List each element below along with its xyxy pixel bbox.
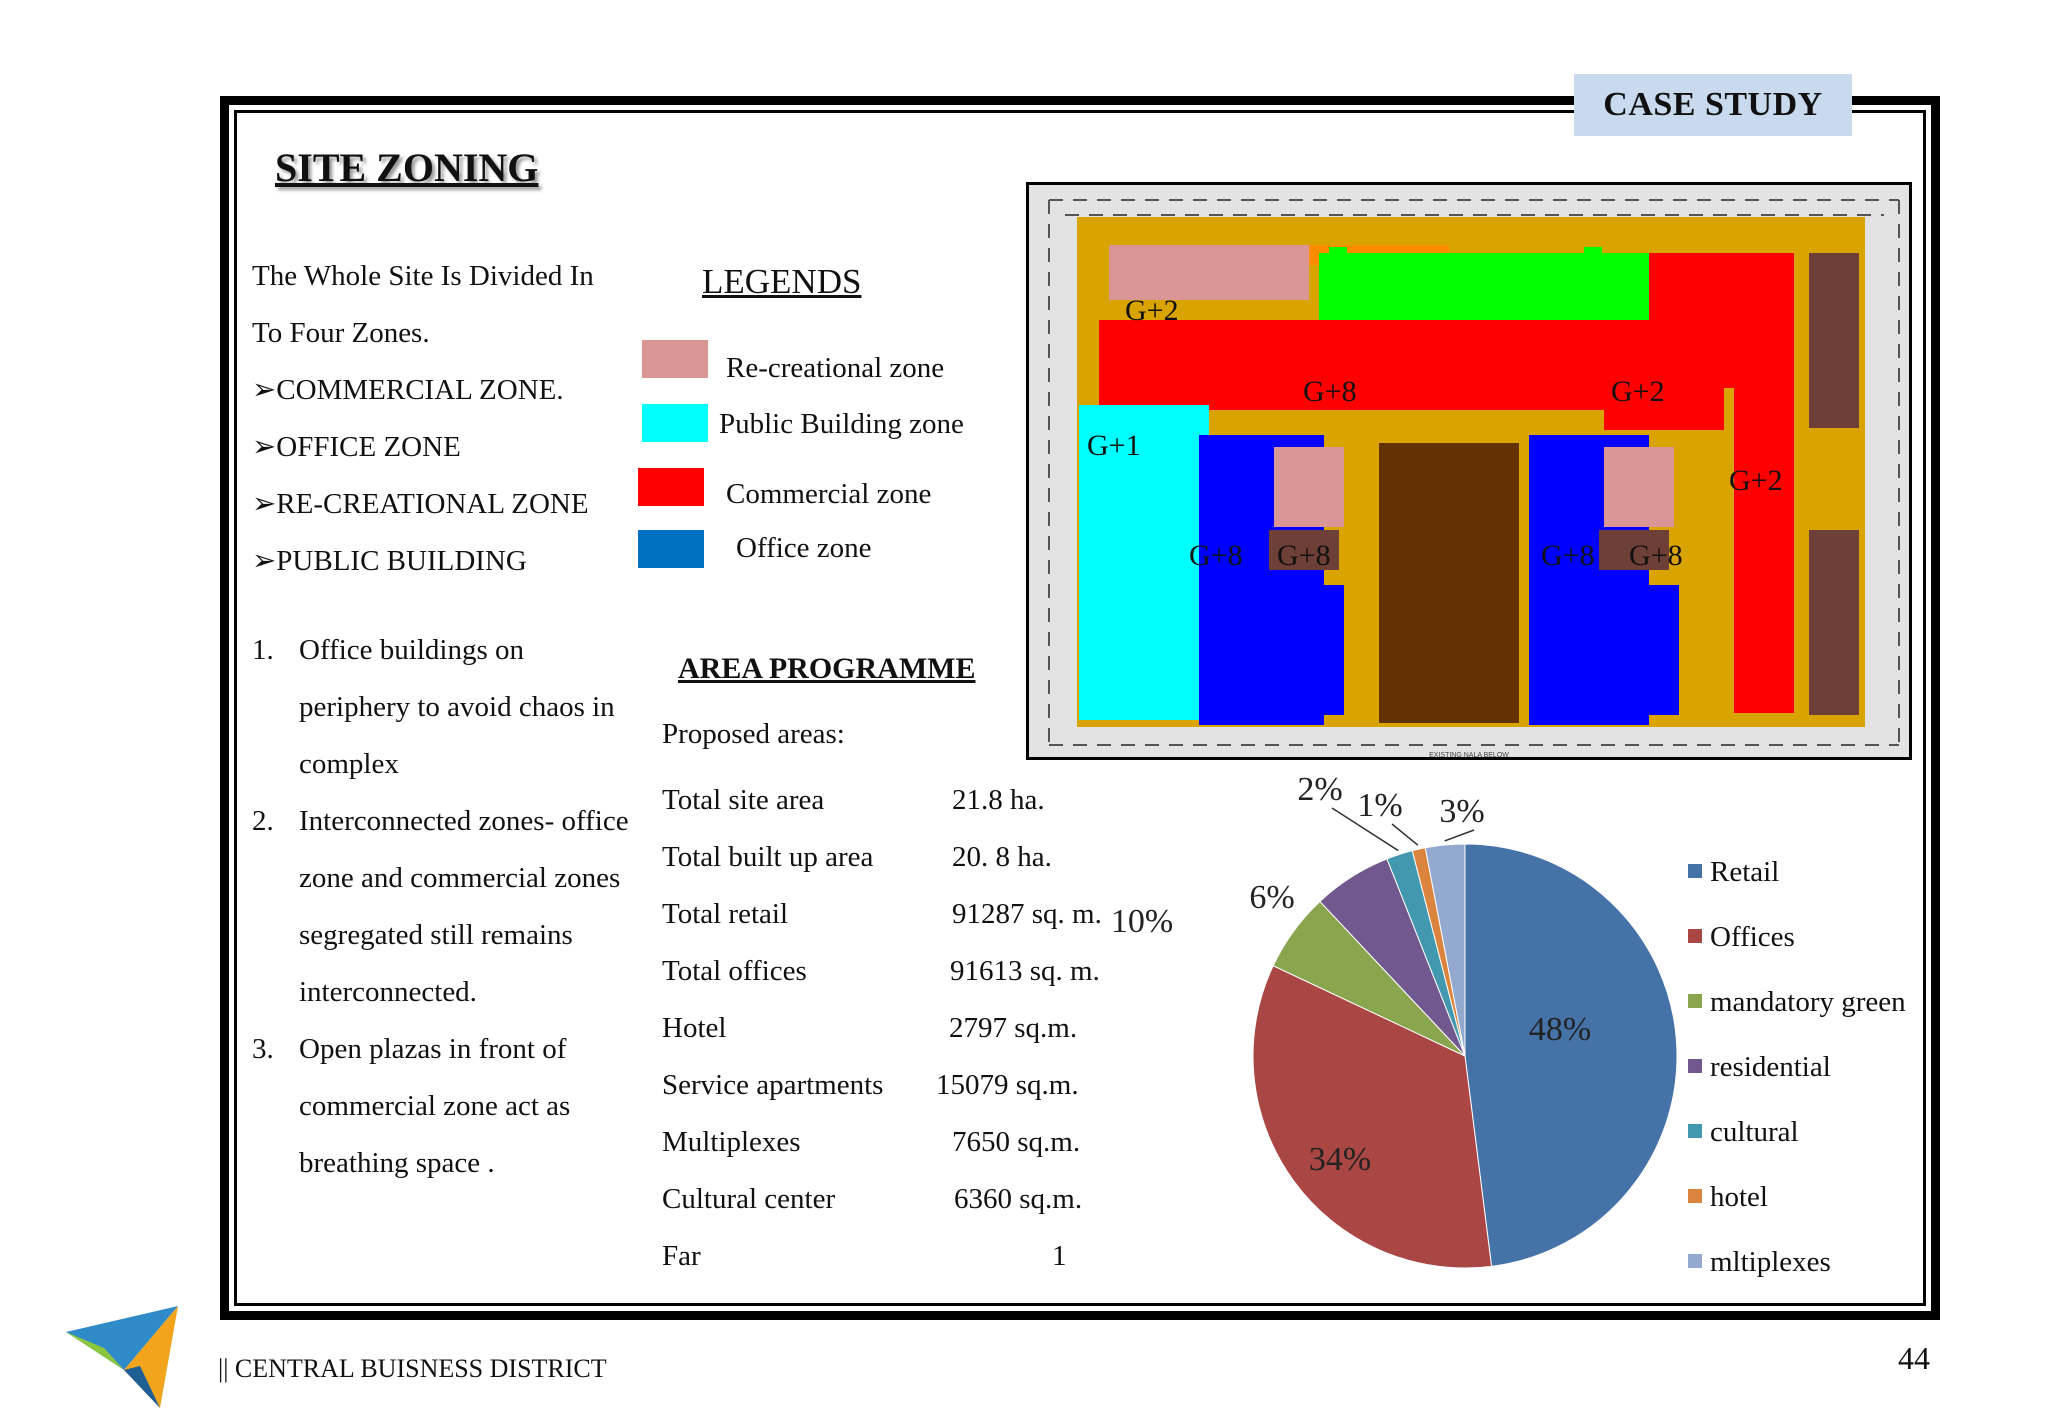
pie-leader-line bbox=[1445, 830, 1474, 841]
pie-data-label: 1% bbox=[1357, 787, 1403, 824]
pie-leader-line bbox=[1392, 824, 1418, 845]
logo-icon bbox=[60, 1296, 200, 1416]
legend-label: Office zone bbox=[736, 532, 872, 564]
pie-legend-swatch bbox=[1688, 1124, 1702, 1138]
pie-legend-item bbox=[1688, 921, 1795, 961]
pie-legend-label: Offices bbox=[1710, 921, 1795, 953]
pie-data-label: 10% bbox=[1110, 903, 1174, 940]
list-item: 1. Office buildings on periphery to avoid chaos in complex bbox=[252, 634, 615, 780]
pie-data-label: 2% bbox=[1297, 771, 1343, 808]
map-zone-label: G+8 bbox=[1189, 539, 1243, 572]
site-plan-drawing bbox=[1029, 185, 1915, 763]
pie-legend-item bbox=[1688, 1051, 1831, 1091]
recreational-block-1 bbox=[1274, 447, 1344, 527]
pie-legend-label: mltiplexes bbox=[1710, 1246, 1831, 1278]
map-zone-label: G+8 bbox=[1277, 539, 1331, 572]
pie-data-label: 3% bbox=[1439, 793, 1485, 830]
commercial-wing-left bbox=[1239, 320, 1274, 410]
recreational-block-top bbox=[1109, 245, 1309, 300]
intro-line: ➢OFFICE ZONE bbox=[252, 431, 461, 463]
map-zone-label: G+8 bbox=[1303, 375, 1357, 408]
pie-legend-swatch bbox=[1688, 1059, 1702, 1073]
legend-swatch bbox=[638, 468, 704, 506]
pie-legend-item bbox=[1688, 986, 1906, 1026]
pie-legend-swatch bbox=[1688, 1189, 1702, 1203]
plot-right-mid bbox=[1809, 440, 1859, 520]
pie-legend-item bbox=[1688, 1116, 1799, 1156]
table-row: Hotel 2797 sq.m. bbox=[662, 1012, 1078, 1044]
proposed-areas-heading: Proposed areas: bbox=[662, 718, 845, 750]
office-block-2b bbox=[1614, 585, 1679, 715]
pie-legend-label: cultural bbox=[1710, 1116, 1799, 1148]
intro-line: ➢COMMERCIAL ZONE. bbox=[252, 374, 564, 406]
commercial-wing-top bbox=[1099, 320, 1664, 410]
pie-legend-item bbox=[1688, 856, 1779, 896]
legend-label: Commercial zone bbox=[726, 478, 932, 510]
pie-data-label: 34% bbox=[1308, 1141, 1372, 1178]
area-programme-title: AREA PROGRAMME bbox=[678, 652, 976, 685]
legend-swatch bbox=[638, 530, 704, 568]
intro-line: The Whole Site Is Divided In bbox=[252, 260, 594, 292]
case-study-tag: CASE STUDY bbox=[1574, 74, 1852, 136]
legend-label: Public Building zone bbox=[719, 408, 964, 440]
page-title: SITE ZONING bbox=[275, 145, 539, 190]
green-notch bbox=[1584, 247, 1602, 265]
pie-chart-svg bbox=[1110, 770, 1940, 1290]
pie-legend-label: hotel bbox=[1710, 1181, 1768, 1213]
office-block-1b bbox=[1279, 585, 1344, 715]
list-item: 3. Open plazas in front of commercial zone act as breathing space . bbox=[252, 1033, 571, 1179]
office-block-2a bbox=[1534, 585, 1599, 715]
legend-title: LEGENDS bbox=[702, 262, 862, 301]
green-notch bbox=[1329, 247, 1347, 265]
pie-legend-swatch bbox=[1688, 929, 1702, 943]
office-block-1a bbox=[1204, 585, 1269, 715]
site-zoning-map bbox=[1026, 182, 1912, 760]
table-row: Multiplexes 7650 sq.m. bbox=[662, 1126, 1081, 1158]
pie-legend-swatch bbox=[1688, 1254, 1702, 1268]
recreational-block-2 bbox=[1604, 447, 1674, 527]
pie-slice bbox=[1465, 844, 1677, 1266]
table-row: Far 1 bbox=[662, 1240, 1067, 1272]
key-points-list bbox=[252, 622, 632, 1192]
intro-line: ➢RE-CREATIONAL ZONE bbox=[252, 488, 589, 520]
dark-block-right-bottom bbox=[1809, 530, 1859, 715]
footer-text: || CENTRAL BUISNESS DISTRICT bbox=[218, 1354, 607, 1383]
map-zone-label: G+8 bbox=[1629, 539, 1683, 572]
pie-data-label: 48% bbox=[1528, 1011, 1592, 1048]
intro-line: To Four Zones. bbox=[252, 317, 430, 349]
legend-swatch bbox=[642, 340, 708, 378]
pie-data-label: 6% bbox=[1249, 879, 1295, 916]
pie-legend-item bbox=[1688, 1181, 1768, 1221]
table-row: Total site area 21.8 ha. bbox=[662, 784, 1045, 816]
map-zone-label: G+8 bbox=[1541, 539, 1595, 572]
dark-block-right-top bbox=[1809, 253, 1859, 428]
map-zone-label: G+2 bbox=[1125, 294, 1179, 327]
table-row: Service apartments 15079 sq.m. bbox=[662, 1069, 1079, 1101]
legend-label: Re-creational zone bbox=[726, 352, 945, 384]
map-zone-label: G+2 bbox=[1729, 464, 1783, 497]
map-zone-label: G+2 bbox=[1611, 375, 1665, 408]
pie-legend-label: mandatory green bbox=[1710, 986, 1906, 1018]
table-row: Total built up area 20. 8 ha. bbox=[662, 841, 1052, 873]
map-zone-label: G+1 bbox=[1087, 429, 1141, 462]
pie-legend-label: residential bbox=[1710, 1051, 1831, 1083]
road-caption: EXISTING NALA BELOW bbox=[1429, 752, 1509, 759]
legend-swatch bbox=[642, 404, 708, 442]
pie-legend-swatch bbox=[1688, 994, 1702, 1008]
pie-legend-label: Retail bbox=[1710, 856, 1780, 888]
table-row: Total retail 91287 sq. m. bbox=[662, 898, 1102, 930]
pie-legend-item bbox=[1688, 1246, 1831, 1286]
page-number: 44 bbox=[1898, 1340, 1930, 1376]
brown-zone bbox=[1379, 443, 1519, 723]
intro-line: ➢PUBLIC BUILDING bbox=[252, 545, 527, 577]
list-item: 2. Interconnected zones- office zone and commercial zones segregated still remains interconnected. bbox=[252, 805, 629, 1008]
pie-legend-swatch bbox=[1688, 864, 1702, 878]
table-row: Cultural center 6360 sq.m. bbox=[662, 1183, 1083, 1215]
area-distribution-pie-chart bbox=[1110, 770, 1940, 1290]
table-row: Total offices 91613 sq. m. bbox=[662, 955, 1100, 987]
intro-text bbox=[252, 248, 594, 590]
